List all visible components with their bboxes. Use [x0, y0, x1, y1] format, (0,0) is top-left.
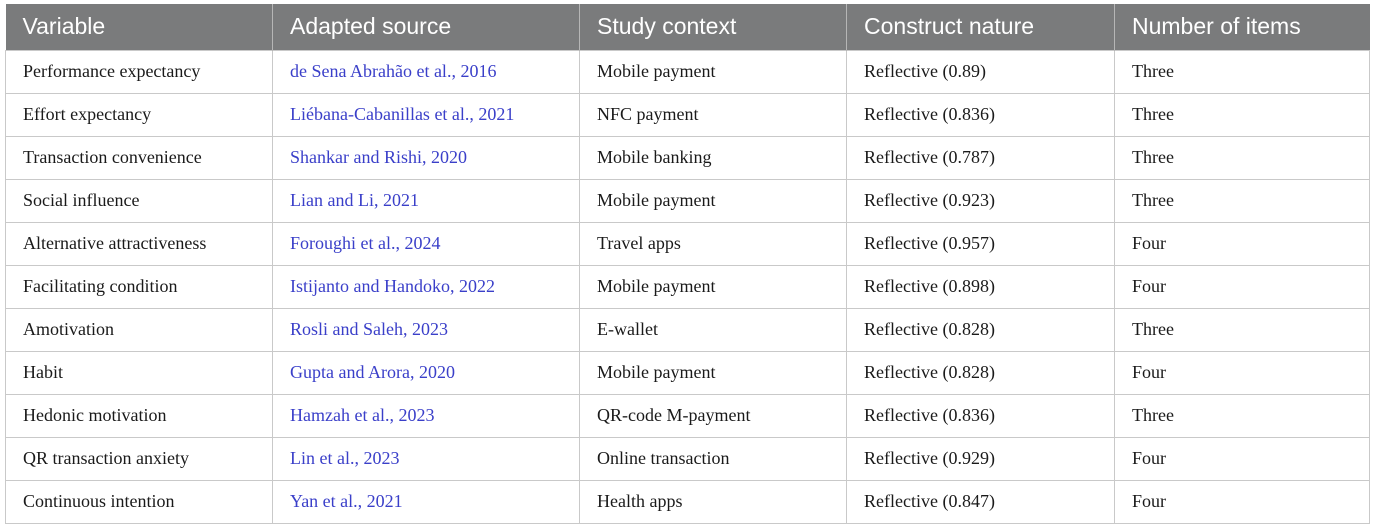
cell-variable: Amotivation [6, 308, 273, 351]
cell-number-of-items: Three [1115, 394, 1370, 437]
cell-adapted-source[interactable]: Foroughi et al., 2024 [273, 222, 580, 265]
table-body [6, 50, 1370, 523]
cell-adapted-source[interactable]: Liébana-Cabanillas et al., 2021 [273, 93, 580, 136]
cell-construct-nature: Reflective (0.787) [847, 136, 1115, 179]
cell-variable: Effort expectancy [6, 93, 273, 136]
table-row [6, 394, 1370, 437]
cell-number-of-items: Four [1115, 480, 1370, 523]
table-header-row [6, 4, 1370, 50]
cell-construct-nature: Reflective (0.836) [847, 93, 1115, 136]
table-row [6, 480, 1370, 523]
cell-construct-nature: Reflective (0.836) [847, 394, 1115, 437]
cell-variable: Facilitating condition [6, 265, 273, 308]
cell-construct-nature: Reflective (0.929) [847, 437, 1115, 480]
table-row [6, 93, 1370, 136]
cell-construct-nature: Reflective (0.89) [847, 50, 1115, 93]
table-row [6, 437, 1370, 480]
cell-study-context: Travel apps [580, 222, 847, 265]
cell-number-of-items: Four [1115, 265, 1370, 308]
table-row [6, 265, 1370, 308]
table-row [6, 351, 1370, 394]
header-construct-nature: Construct nature [847, 4, 1115, 50]
cell-adapted-source[interactable]: Istijanto and Handoko, 2022 [273, 265, 580, 308]
table-row [6, 222, 1370, 265]
cell-construct-nature: Reflective (0.828) [847, 308, 1115, 351]
cell-study-context: Mobile payment [580, 50, 847, 93]
cell-construct-nature: Reflective (0.957) [847, 222, 1115, 265]
cell-variable: Continuous intention [6, 480, 273, 523]
header-variable: Variable [6, 4, 273, 50]
cell-number-of-items: Three [1115, 50, 1370, 93]
cell-variable: QR transaction anxiety [6, 437, 273, 480]
cell-number-of-items: Four [1115, 437, 1370, 480]
cell-study-context: Mobile banking [580, 136, 847, 179]
table-row [6, 179, 1370, 222]
cell-construct-nature: Reflective (0.847) [847, 480, 1115, 523]
cell-number-of-items: Three [1115, 93, 1370, 136]
header-number-of-items: Number of items [1115, 4, 1370, 50]
cell-adapted-source[interactable]: Rosli and Saleh, 2023 [273, 308, 580, 351]
constructs-table [5, 4, 1370, 524]
cell-number-of-items: Three [1115, 179, 1370, 222]
cell-number-of-items: Four [1115, 351, 1370, 394]
cell-number-of-items: Three [1115, 308, 1370, 351]
cell-study-context: Mobile payment [580, 179, 847, 222]
table-row [6, 308, 1370, 351]
table-row [6, 136, 1370, 179]
cell-study-context: Online transaction [580, 437, 847, 480]
cell-variable: Social influence [6, 179, 273, 222]
cell-adapted-source[interactable]: Lin et al., 2023 [273, 437, 580, 480]
cell-number-of-items: Four [1115, 222, 1370, 265]
cell-adapted-source[interactable]: Yan et al., 2021 [273, 480, 580, 523]
cell-number-of-items: Three [1115, 136, 1370, 179]
cell-study-context: Health apps [580, 480, 847, 523]
cell-variable: Transaction convenience [6, 136, 273, 179]
table-row [6, 50, 1370, 93]
cell-adapted-source[interactable]: de Sena Abrahão et al., 2016 [273, 50, 580, 93]
cell-construct-nature: Reflective (0.898) [847, 265, 1115, 308]
cell-construct-nature: Reflective (0.828) [847, 351, 1115, 394]
cell-variable: Hedonic motivation [6, 394, 273, 437]
cell-study-context: NFC payment [580, 93, 847, 136]
cell-study-context: Mobile payment [580, 265, 847, 308]
cell-adapted-source[interactable]: Hamzah et al., 2023 [273, 394, 580, 437]
header-adapted-source: Adapted source [273, 4, 580, 50]
cell-adapted-source[interactable]: Lian and Li, 2021 [273, 179, 580, 222]
cell-study-context: Mobile payment [580, 351, 847, 394]
cell-adapted-source[interactable]: Shankar and Rishi, 2020 [273, 136, 580, 179]
cell-variable: Habit [6, 351, 273, 394]
cell-variable: Performance expectancy [6, 50, 273, 93]
cell-adapted-source[interactable]: Gupta and Arora, 2020 [273, 351, 580, 394]
cell-construct-nature: Reflective (0.923) [847, 179, 1115, 222]
cell-study-context: E-wallet [580, 308, 847, 351]
cell-study-context: QR-code M-payment [580, 394, 847, 437]
header-study-context: Study context [580, 4, 847, 50]
cell-variable: Alternative attractiveness [6, 222, 273, 265]
